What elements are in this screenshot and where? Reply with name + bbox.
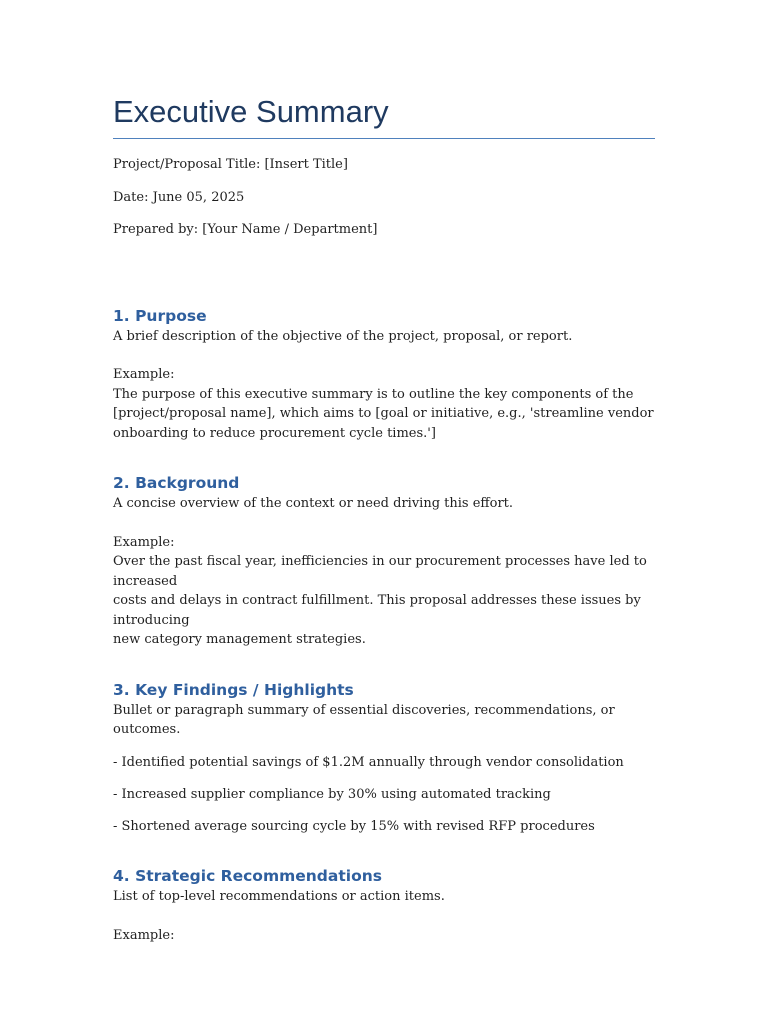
section-background [113,473,655,650]
section-heading-background: 2. Background [113,474,240,492]
finding-bullet: - Identified potential savings of $1.2M annually through vendor consolidation [113,754,624,770]
document-title: Executive Summary [113,92,655,139]
section-description: List of top-level recommendations or action items. [113,889,445,904]
section-heading-strategic-recommendations: 4. Strategic Recommendations [113,867,382,885]
example-label: Example: [113,927,175,943]
section-strategic-recommendations [113,866,655,945]
example-line: new category management strategies. [113,632,366,647]
section-description: A concise overview of the context or need driving this effort. [113,496,514,511]
example-text [113,552,655,650]
example-line: [project/proposal name], which aims to [goal or initiative, e.g., 'streamline vendor [113,406,654,421]
section-heading-key-findings: 3. Key Findings / Highlights [113,680,354,699]
example-line: Over the past fiscal year, inefficiencies in our procurement processes have led to increased [113,554,647,589]
example-label: Example: [113,367,175,382]
prepared-by-line: Prepared by: [Your Name / Department] [113,222,378,237]
date-line: Date: June 05, 2025 [113,189,245,205]
finding-bullet: - Increased supplier compliance by 30% using automated tracking [113,786,551,802]
section-description: A brief description of the objective of the project, proposal, or report. [113,328,573,344]
example-line: costs and delays in contract fulfillment. This proposal addresses these issues by introducing [113,593,641,628]
project-title-line: Project/Proposal Title: [Insert Title] [113,157,348,172]
section-purpose [113,306,655,444]
example-label: Example: [113,534,175,550]
document-body [113,92,655,945]
example-line: onboarding to reduce procurement cycle times.'] [113,425,436,441]
example-line: The purpose of this executive summary is to outline the key components of the [113,386,634,402]
example-text [113,385,655,444]
section-description: Bullet or paragraph summary of essential discoveries, recommendations, or outcomes. [113,702,615,737]
section-key-findings [113,680,655,837]
finding-bullet: - Shortened average sourcing cycle by 15% with revised RFP procedures [113,818,595,834]
section-heading-purpose: 1. Purpose [113,306,207,325]
